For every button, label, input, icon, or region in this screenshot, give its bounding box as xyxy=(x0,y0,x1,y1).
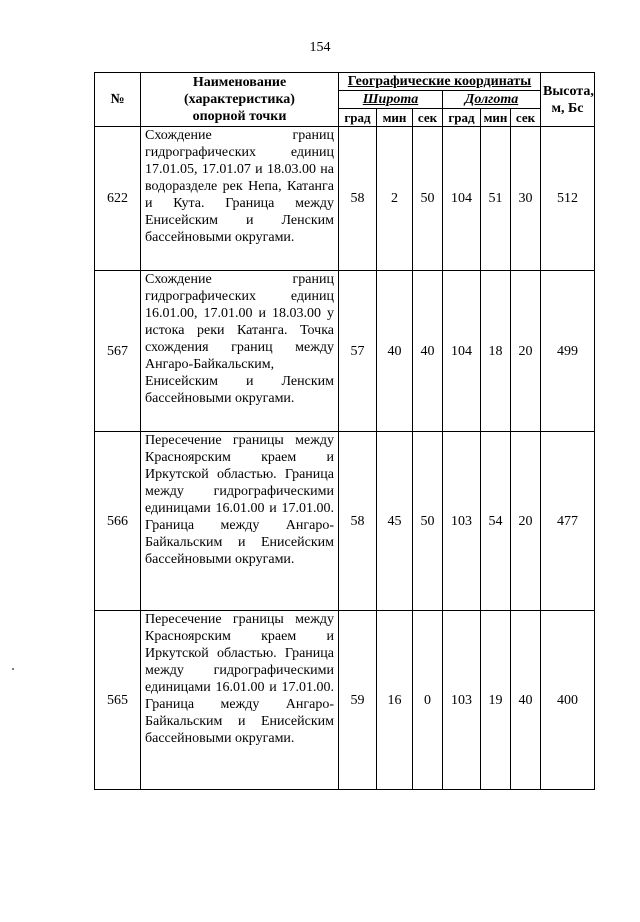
lat-sec: 50 xyxy=(413,432,443,611)
height: 499 xyxy=(541,271,595,432)
table-body xyxy=(95,127,595,790)
row-num: 565 xyxy=(95,611,141,790)
header-lon-min: мин xyxy=(481,109,511,127)
lon-min: 19 xyxy=(481,611,511,790)
lat-sec: 50 xyxy=(413,127,443,271)
height: 512 xyxy=(541,127,595,271)
row-num: 566 xyxy=(95,432,141,611)
header-lat-deg: град xyxy=(339,109,377,127)
lon-deg: 103 xyxy=(443,611,481,790)
row-description: Схождение границ гидрографических единиц 17.01.05, 17.01.07 и 18.03.00 на водоразделе рек Непа, Катанга и Кута. Граница между Енисейским и Ленским бассейновыми округами. xyxy=(141,127,339,271)
table-row xyxy=(95,271,595,432)
lat-min: 45 xyxy=(377,432,413,611)
lat-deg: 59 xyxy=(339,611,377,790)
row-description: Пересечение границы между Красноярским краем и Иркутской областью. Граница между гидрографическими единицами 16.01.00 и 17.01.00. Граница между Ангаро-Байкальским и Енисейским бассейновыми округами. xyxy=(141,432,339,611)
lat-min: 2 xyxy=(377,127,413,271)
row-description: Пересечение границы между Красноярским краем и Иркутской областью. Граница между гидрографическими единицами 16.01.00 и 17.01.00. Граница между Ангаро-Байкальским и Енисейским бассейновыми округами. xyxy=(141,611,339,790)
header-name xyxy=(141,73,339,127)
row-num: 622 xyxy=(95,127,141,271)
lat-deg: 58 xyxy=(339,432,377,611)
header-name-line1: Наименование xyxy=(192,75,287,90)
page-number: 154 xyxy=(309,40,331,55)
table-header xyxy=(95,73,595,127)
table-row xyxy=(95,432,595,611)
lat-sec: 0 xyxy=(413,611,443,790)
row-description: Схождение границ гидрографических единиц 16.01.00, 17.01.00 и 18.03.00 у истока реки Катанга. Точка схождения границ между Ангаро-Байкальским, Енисейским и Ленским бассейновыми округами. xyxy=(141,271,339,432)
lat-deg: 57 xyxy=(339,271,377,432)
height: 400 xyxy=(541,611,595,790)
header-lon-sec: сек xyxy=(511,109,541,127)
table-row xyxy=(95,611,595,790)
header-lat-sec: сек xyxy=(413,109,443,127)
header-lat: Широта xyxy=(339,91,443,109)
lon-sec: 20 xyxy=(511,271,541,432)
header-lon: Долгота xyxy=(443,91,541,109)
lon-min: 54 xyxy=(481,432,511,611)
header-lat-min: мин xyxy=(377,109,413,127)
lon-deg: 103 xyxy=(443,432,481,611)
lat-sec: 40 xyxy=(413,271,443,432)
header-lon-deg: град xyxy=(443,109,481,127)
header-height-line1: Высота, xyxy=(543,83,594,99)
lon-min: 18 xyxy=(481,271,511,432)
lat-min: 16 xyxy=(377,611,413,790)
header-num: № xyxy=(95,73,141,127)
lat-min: 40 xyxy=(377,271,413,432)
lon-sec: 30 xyxy=(511,127,541,271)
height: 477 xyxy=(541,432,595,611)
table-row xyxy=(95,127,595,271)
lon-min: 51 xyxy=(481,127,511,271)
lat-deg: 58 xyxy=(339,127,377,271)
lon-deg: 104 xyxy=(443,127,481,271)
lon-deg: 104 xyxy=(443,271,481,432)
header-name-line3: опорной точки xyxy=(192,109,287,124)
row-num: 567 xyxy=(95,271,141,432)
header-height-line2: м, Бс xyxy=(551,100,584,116)
lon-sec: 20 xyxy=(511,432,541,611)
coordinates-table xyxy=(94,72,595,790)
header-name-line2: (характеристика) xyxy=(184,92,295,107)
scan-speck xyxy=(12,668,14,670)
lon-sec: 40 xyxy=(511,611,541,790)
header-height xyxy=(541,73,595,127)
header-geo: Географические координаты xyxy=(339,73,541,91)
